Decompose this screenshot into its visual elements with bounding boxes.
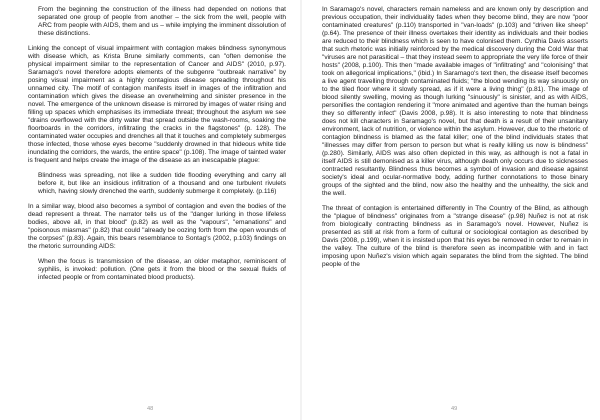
page-number: 49 (451, 406, 458, 412)
right-text-column (322, 6, 588, 276)
right-page (312, 0, 596, 420)
block-quote: When the focus is transmission of the disease, an older metaphor, reminiscent of syphilis, is invoked: pollution. (One gets it from the blood or the sexual fluids of infected people or from contaminated blood products). (38, 258, 286, 281)
page-gutter (300, 0, 302, 420)
left-page (8, 0, 294, 420)
left-text-column (28, 6, 286, 289)
page-number: 48 (147, 406, 154, 412)
block-quote: From the beginning the construction of the illness had depended on notions that separated one group of people from another – the sick from the well, people with ARC from people with AIDS, them and us – while implying the imminent dissolution of these distinctions. (38, 6, 286, 37)
body-paragraph: The threat of contagion is entertained differently in The Country of the Blind, as although the "plague of blindness" originates from a "strange disease" (p.98) Nuñez is not at risk from biologically contracting blindness as in Saramago's novel. However, Nuñez is presented as still at risk from a form of cultural or sociological contagion as described by Davis (2008, p.199), when it is insisted upon that his eyes be removed in order to remain in the valley. The culture of the blind is therefore seen as incompatible with and in fact imposing upon Nuñez's vision which again separates the blind from the sighted. The blind people of the (322, 205, 588, 268)
body-paragraph: Linking the concept of visual impairment with contagion makes blindness synonymous with disease which, as Krista Brune similarly comments, can "often demonise the physical impairment similar to the representation of Cancer and AIDS" (2010, p.97). Saramago's novel therefore adopts elements of the subgenre "outbreak narrative" by posing visual impairment as a highly contagious disease spreading throughout his unnamed city. The motif of contagion manifests itself in images of the infiltration and contamination which gives the disease an overwhelming and sinister presence in the novel. The emergence of the unknown disease is mirrored by images of water rising and filling up spaces which emphasises its immediate threat; throughout the asylum we see "drains overflowed with the dirty water that spread outside the wash-rooms, soaking the floorboards in the corridors, infiltrating the cracks in the flagstones" (p. 128). The contaminated water occupies and drenches all that it touches and completely submerges those infected, those whose eyes become "suddenly drowned in that hideous white tide inundating the corridors, the wards, the entire space" (p.108). The image of tainted water is frequent and helps create the image of the disease as an inescapable plague: (28, 45, 286, 164)
body-paragraph: In a similar way, blood also becomes a symbol of contagion and even the bodies of the dead represent a threat. The narrator tells us of the "danger lurking in those lifeless bodies, above all, in that blood" (p.82) as well as the "vapours", "emanations" and "poisonous miasmas" (p.82) that could "already be oozing forth from the open wounds of the corpses" (p.83). Again, this bears resemblance to Sontag's (2002, p.103) findings on the rhetoric surrounding AIDS: (28, 203, 286, 250)
body-paragraph: In Saramago's novel, characters remain nameless and are known only by description and previous occupation, their individuality fades when they become blind, they are now "poor contaminated creatures" (p.110) transported in "van-loads" (p.103) and "driven like sheep" (p.64). The presence of their illness overtakes their identity as individuals and their bodies are reduced to their blindness which is seen to have colonised them. Cynthia Davis asserts that such rhetoric was initially reinforced by the medical discovery during the Cold War that "viruses are not parasitical – that they instead seem to appropriate the very life force of their hosts" (2008, p.100). This then "made available images of "infiltrating" and "colonising" that took on allegorical implications," (ibid.) In Saramago's text then, the disease itself becomes a live agent travelling through contaminated fluids; "the blood wending its way sinuously on to the tiled floor where it slowly spread, as if it were a living thing" (p.81). The image of blood silently swelling, moving as though lurking "sinuously" is sinister, and as with AIDS, personifies the contagion rendering it "more animated and agentive than the human beings they so differently infect" (Davis 2008, p.98). It is also interesting to note that blindness does not kill characters in Saramago's novel, but that death is a result of their unsanitary environment, lack of nutrition, or violence within the asylum. However, due to the rhetoric of contagion blindness is blamed as the fatal killer; one of the blind individuals states that "illnesses may differ from person to person but what is really killing us now is blindness" (p.280). Similarly, AIDS was also often depicted in this way, as although is not a fatal in itself AIDS is still demonised as a killer virus, although death only occurs due to sicknesses contracted resultantly. Blindness thus becomes a symbol of invasion and disease against society's ideal and ocular-normative body, adding further connotations to those binary groups of the sighted and the blind, now also the healthy and the unhealthy, the sick and the well. (322, 6, 588, 197)
block-quote: Blindness was spreading, not like a sudden tide flooding everything and carry all before it, but like an insidious infiltration of a thousand and one turbulent rivulets which, having slowly drenched the earth, suddenly submerge it completely. (p.116) (38, 172, 286, 195)
